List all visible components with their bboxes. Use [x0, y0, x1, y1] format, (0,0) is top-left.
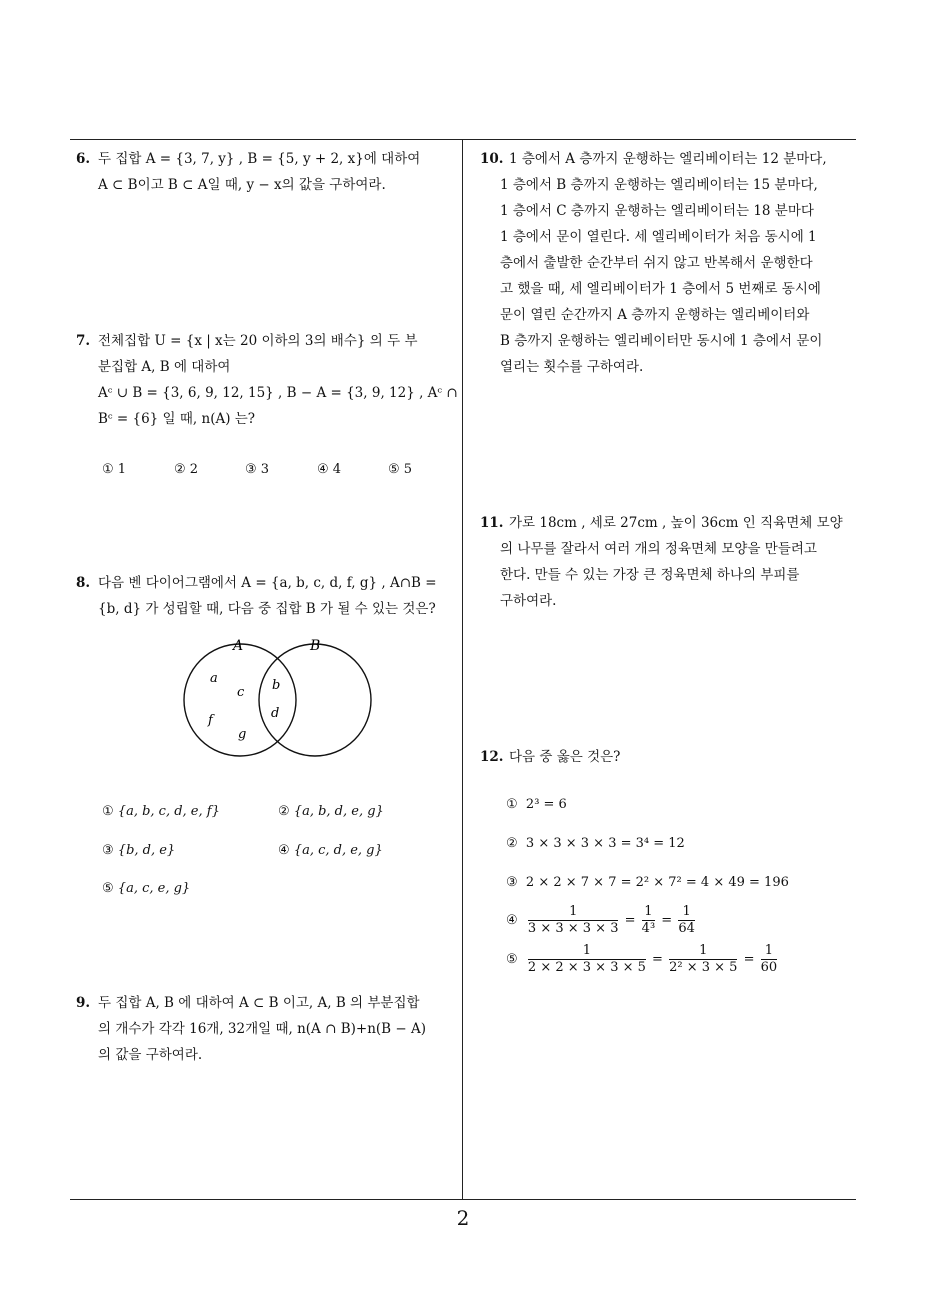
venn-circle-b	[259, 644, 371, 756]
question-text-line: 고 했을 때, 세 엘리베이터가 1 층에서 5 번째로 동시에	[500, 281, 821, 297]
question-number: 11.	[480, 515, 504, 531]
choice-3[interactable]: ③ {b, d, e}	[102, 843, 176, 858]
question-text-line: {b, d} 가 성립할 때, 다음 중 집합 B 가 될 수 있는 것은?	[98, 601, 436, 617]
choice-5[interactable]: ⑤ {a, c, e, g}	[102, 881, 191, 896]
question-text-line: 두 집합 A, B 에 대하여 A ⊂ B 이고, A, B 의 부분집합	[98, 995, 420, 1011]
choice-2[interactable]: ② {a, b, d, e, g}	[278, 804, 384, 819]
question-11	[480, 510, 860, 614]
fraction: $\frac{1}{\text{2² × 3 × 5}}$	[669, 943, 738, 975]
question-8	[76, 570, 458, 622]
question-text-line: Bᶜ = {6} 일 때, n(A) 는?	[98, 411, 256, 427]
column-divider	[462, 139, 463, 1200]
question-text-line: 1 층에서 A 층까지 운행하는 엘리베이터는 12 분마다,	[509, 151, 827, 167]
venn-element-b: b	[272, 678, 281, 693]
question-text-line: 전체집합 U = {x | x는 20 이하의 3의 배수} 의 두 부	[98, 333, 418, 349]
q12-choice-4[interactable]: ④ $\frac{1}{3 \times 3 \times 3 \times 3}$ = $\frac{1}{\text{4³}}$ = $\frac{1}{64}$	[506, 904, 695, 936]
choice-1[interactable]: ① 1	[102, 462, 127, 477]
question-number: 10.	[480, 151, 504, 167]
question-number: 12.	[480, 749, 504, 765]
question-number: 9.	[76, 995, 91, 1011]
question-10	[480, 146, 860, 380]
choice-4[interactable]: ④ 4	[317, 462, 342, 477]
question-text-line: 1 층에서 B 층까지 운행하는 엘리베이터는 15 분마다,	[500, 177, 818, 193]
question-number: 7.	[76, 333, 91, 349]
venn-element-a: a	[210, 671, 218, 686]
question-text-line: 다음 벤 다이어그램에서 A = {a, b, c, d, f, g} , A∩B =	[98, 575, 437, 591]
question-text-line: 두 집합 A = {3, 7, y} , B = {5, y + 2, x}에 대하여	[98, 151, 421, 167]
question-text-line: 한다. 만들 수 있는 가장 큰 정육면체 하나의 부피를	[500, 567, 800, 583]
bottom-rule	[70, 1199, 856, 1200]
question-text-line: 의 나무를 잘라서 여러 개의 정육면체 모양을 만들려고	[500, 541, 817, 557]
question-9	[76, 990, 458, 1068]
question-text-line: 의 개수가 각각 16개, 32개일 때, n(A ∩ B)+n(B − A)	[98, 1021, 426, 1037]
venn-diagram	[170, 632, 390, 762]
question-6	[76, 146, 458, 198]
top-rule	[70, 139, 856, 140]
question-number: 8.	[76, 575, 91, 591]
question-text-line: 의 값을 구하여라.	[98, 1047, 203, 1063]
choice-5[interactable]: ⑤ 5	[388, 462, 413, 477]
question-text-line: 층에서 출발한 순간부터 쉬지 않고 반복해서 운행한다	[500, 255, 813, 271]
question-text-line: 가로 18cm , 세로 27cm , 높이 36cm 인 직육면체 모양	[509, 515, 843, 531]
question-text-line: 구하여라.	[500, 593, 557, 609]
choice-2[interactable]: ② 2	[174, 462, 199, 477]
question-text-line: B 층까지 운행하는 엘리베이터만 동시에 1 층에서 문이	[500, 333, 823, 349]
fraction: $\frac{1}{3 \times 3 \times 3 \times 3}$	[527, 904, 619, 936]
fraction: $\frac{1}{64}$	[678, 904, 695, 936]
question-text-line: 문이 열린 순간까지 A 층까지 운행하는 엘리베이터와	[500, 307, 810, 323]
fraction: $\frac{1}{\text{4³}}$	[641, 904, 656, 936]
q12-choice-2[interactable]: ② 3 × 3 × 3 × 3 = 3⁴ = 12	[506, 836, 685, 851]
question-text-line: 1 층에서 C 층까지 운행하는 엘리베이터는 18 분마다	[500, 203, 814, 219]
venn-label-a: A	[233, 638, 244, 654]
page-number: 2	[456, 1206, 470, 1230]
venn-label-b: B	[310, 638, 321, 654]
venn-element-d: d	[271, 706, 280, 721]
fraction: $\frac{1}{2 \times 2 \times 3 \times 3 \times 5}$	[527, 943, 646, 975]
fraction: $\frac{1}{60}$	[760, 943, 778, 975]
q12-choice-5[interactable]: ⑤ $\frac{1}{2 \times 2 \times 3 \times 3 \times 5}$ = $\frac{1}{\text{2² × 3 × 5}}$ = $\frac{1}{60}$	[506, 943, 778, 975]
q8-choices	[102, 804, 442, 904]
question-12	[480, 744, 860, 770]
q12-choice-3[interactable]: ③ 2 × 2 × 7 × 7 = 2² × 7² = 4 × 49 = 196	[506, 875, 789, 890]
question-text-line: Aᶜ ∪ B = {3, 6, 9, 12, 15} , B − A = {3, 9, 12} , Aᶜ ∩	[98, 385, 458, 401]
question-text-line: 1 층에서 문이 열린다. 세 엘리베이터가 처음 동시에 1	[500, 229, 817, 245]
choice-1[interactable]: ① {a, b, c, d, e, f}	[102, 804, 220, 819]
question-7	[76, 328, 458, 432]
venn-element-g: g	[238, 727, 247, 742]
q12-choice-1[interactable]: ① 2³ = 6	[506, 797, 567, 812]
question-text-line: 다음 중 옳은 것은?	[509, 749, 621, 765]
choice-4[interactable]: ④ {a, c, d, e, g}	[278, 843, 383, 858]
choice-3[interactable]: ③ 3	[245, 462, 270, 477]
question-text-line: 열리는 횟수를 구하여라.	[500, 359, 644, 375]
question-number: 6.	[76, 151, 91, 167]
venn-element-f: f	[208, 713, 213, 728]
question-text-line: A ⊂ B이고 B ⊂ A일 때, y − x의 값을 구하여라.	[98, 177, 386, 193]
venn-element-c: c	[237, 685, 245, 700]
question-text-line: 분집합 A, B 에 대하여	[98, 359, 231, 375]
